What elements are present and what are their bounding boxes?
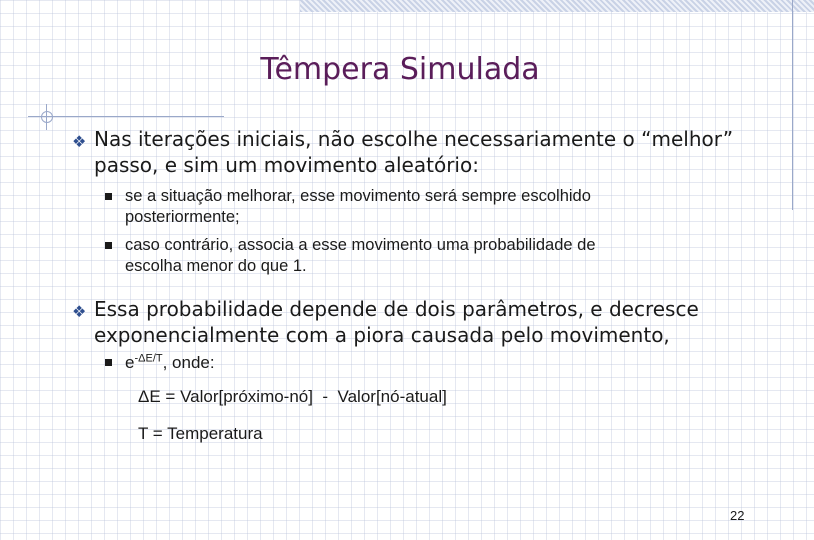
decor-vertical-line: [792, 0, 793, 210]
bullet-1-line-2: passo, e sim um movimento aleatório:: [94, 153, 479, 177]
bullet-1-line-1: Nas iterações iniciais, não escolhe necessariamente o “melhor”: [94, 127, 734, 151]
sub-bullet-2: [125, 235, 765, 277]
square-bullet-icon: [105, 242, 112, 249]
temperature-definition: T = Temperatura: [138, 424, 263, 443]
sub-bullet-formula: [125, 352, 765, 373]
bullet-2-line-2: exponencialmente com a piora causada pelo movimento,: [94, 323, 670, 347]
formula-suffix: , onde:: [162, 353, 215, 372]
bullet-1: [72, 126, 784, 178]
formula-exponent: -ΔE/T: [134, 352, 163, 365]
decor-crosshair-circle: [41, 111, 53, 123]
sub-bullet-1-line-1: se a situação melhorar, esse movimento será sempre escolhido: [125, 187, 591, 205]
formula-base: e: [125, 353, 135, 372]
top-hatch-band: [300, 0, 814, 12]
bullet-2-line-1: Essa probabilidade depende de dois parâmetros, e decresce: [94, 297, 699, 321]
diamond-bullet-icon: ❖: [72, 302, 87, 321]
sub-bullet-2-line-1: caso contrário, associa a esse movimento uma probabilidade de: [125, 236, 596, 254]
bullet-2: [72, 296, 784, 348]
delta-definition: ΔE = Valor[próximo-nó] - Valor[nó-atual]: [138, 387, 447, 406]
sub-bullet-1: [125, 186, 765, 228]
square-bullet-icon: [105, 193, 112, 200]
diamond-bullet-icon: ❖: [72, 132, 87, 151]
page-number: 22: [730, 508, 745, 523]
sub-bullet-2-line-2: escolha menor do que 1.: [125, 257, 307, 275]
sub-bullet-1-line-2: posteriormente;: [125, 208, 240, 226]
decor-horizontal-line: [28, 116, 224, 117]
square-bullet-icon: [105, 359, 112, 366]
slide-title: Têmpera Simulada: [260, 52, 540, 87]
